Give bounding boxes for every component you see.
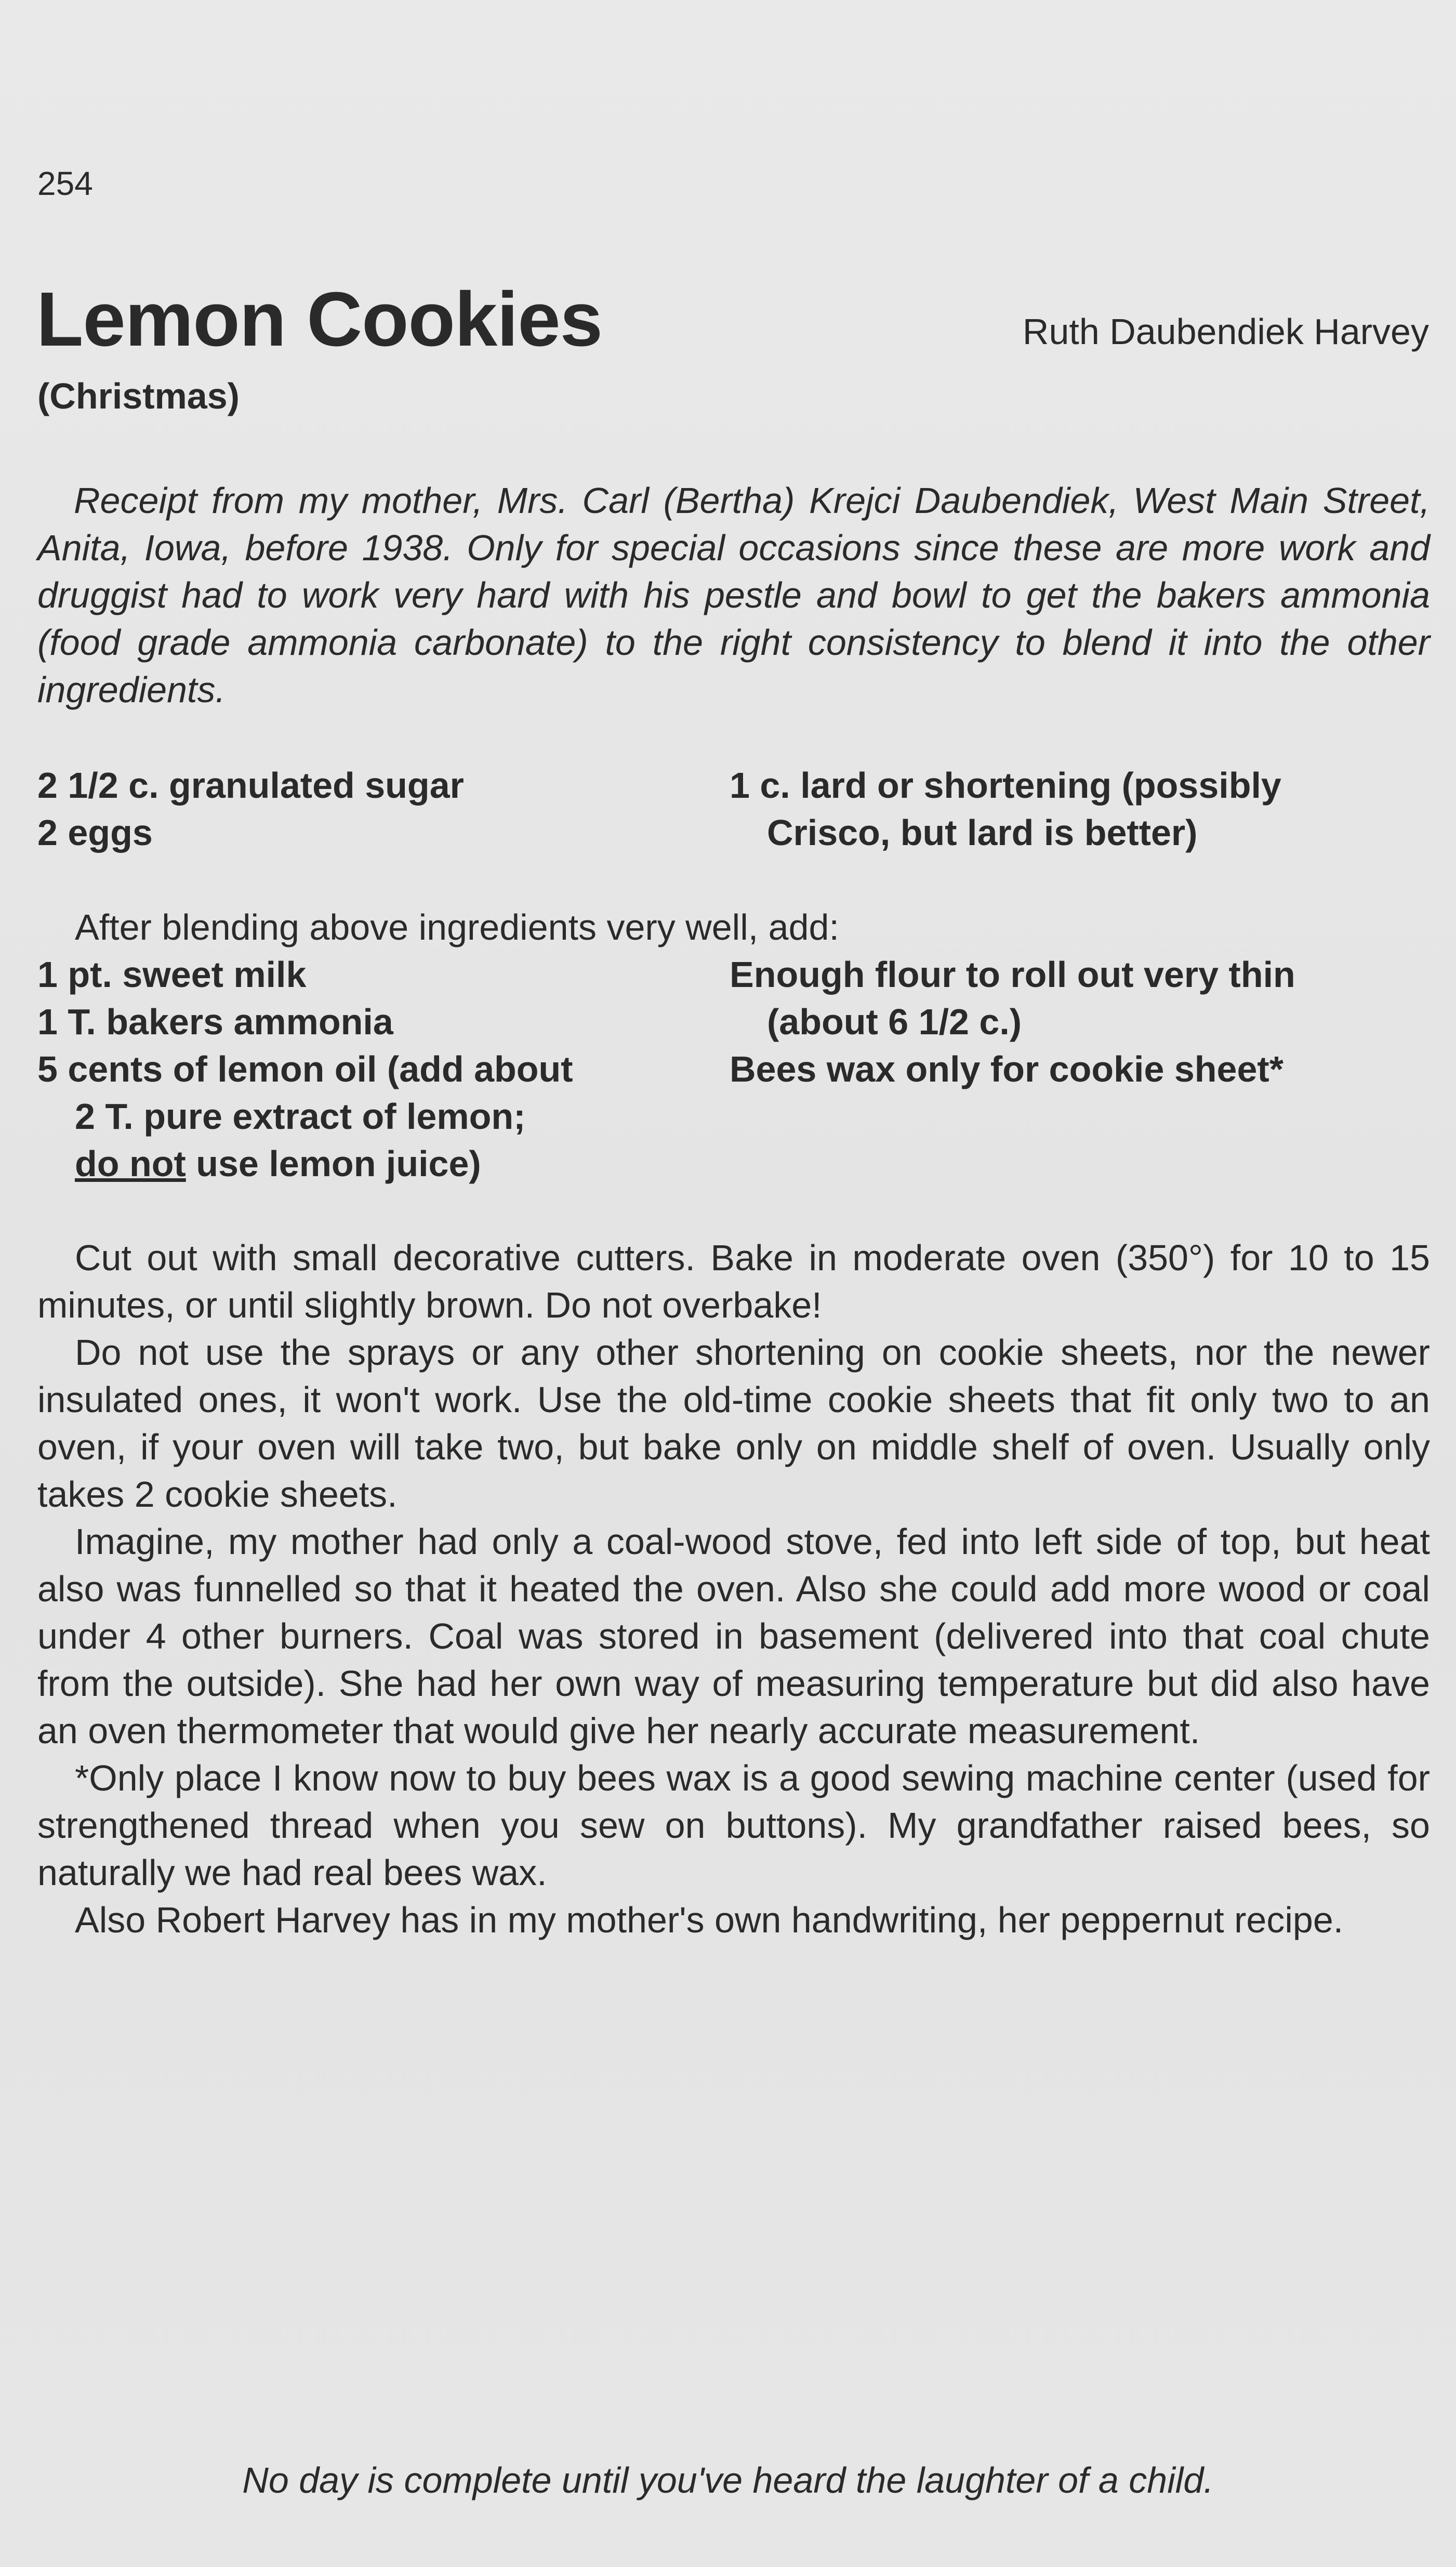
ingredient-line: 1 c. lard or shortening (possibly — [730, 765, 1281, 806]
ingredients-group-1-left — [37, 762, 713, 857]
ingredient-line-rest: use lemon juice) — [186, 1143, 481, 1184]
underlined-warning: do not — [75, 1143, 186, 1184]
ingredient-line: Bees wax only for cookie sheet* — [730, 1049, 1283, 1089]
ingredient-line — [37, 1140, 713, 1188]
ingredient-line: 5 cents of lemon oil (add about — [37, 1049, 573, 1089]
ingredient-line: (about 6 1/2 c.) — [767, 1002, 1022, 1042]
ingredient-line: Crisco, but lard is better) — [767, 812, 1198, 853]
page-number: 254 — [37, 165, 93, 202]
ingredients-group-2-right — [730, 951, 1426, 1093]
ingredient-line: 2 eggs — [37, 812, 153, 853]
after-blending-instruction: After blending above ingredients very well, add: — [75, 907, 839, 947]
directions-paragraph: Imagine, my mother had only a coal-wood stove, fed into left side of top, but heat also was funnelled so that it heated the oven. Also she could add more wood or coal under 4 other burners. Coal was stored in basement (delivered into that coal chute from the outside). She had her own way of measuring temperature but did also have an oven thermometer that would give her nearly accurate measurement. — [37, 1521, 1430, 1751]
directions-paragraph: Also Robert Harvey has in my mother's own handwriting, her peppernut recipe. — [75, 1900, 1344, 1940]
recipe-title: Lemon Cookies — [36, 277, 602, 362]
ingredient-line: Enough flour to roll out very thin — [730, 954, 1295, 995]
directions-paragraph: Cut out with small decorative cutters. Bake in moderate oven (350°) for 10 to 15 minutes, or until slightly brown. Do not overbake! — [37, 1238, 1430, 1325]
recipe-author: Ruth Daubendiek Harvey — [1022, 311, 1429, 352]
footer-quote: No day is complete until you've heard the laughter of a child. — [242, 2460, 1214, 2500]
ingredient-line: 2 T. pure extract of lemon; — [75, 1096, 526, 1137]
ingredients-group-1-right — [730, 762, 1426, 857]
recipe-intro: Receipt from my mother, Mrs. Carl (Bertha) Krejci Daubendiek, West Main Street, Anita, Iowa, before 1938. Only for special occasions since these are more work and druggist had to work very hard with his pestle and bowl to get the bakers ammonia (food grade ammonia carbonate) to the right consistency to blend it into the other ingredients. — [37, 480, 1430, 710]
ingredients-group-2-left — [37, 951, 713, 1188]
directions-paragraph: Do not use the sprays or any other shortening on cookie sheets, nor the newer insulated ones, it won't work. Use the old-time cookie sheets that fit only two to an oven, if your oven will take two, but bake only on middle shelf of oven. Usually only takes 2 cookie sheets. — [37, 1332, 1430, 1515]
recipe-subtitle: (Christmas) — [37, 376, 240, 416]
recipe-directions — [37, 1234, 1430, 1944]
ingredient-line: 2 1/2 c. granulated sugar — [37, 765, 464, 806]
directions-paragraph: *Only place I know now to buy bees wax is a good sewing machine center (used for strengthened thread when you sew on buttons). My grandfather raised bees, so naturally we had real bees wax. — [37, 1758, 1430, 1893]
ingredient-line: 1 pt. sweet milk — [37, 954, 307, 995]
ingredient-line: 1 T. bakers ammonia — [37, 1002, 393, 1042]
